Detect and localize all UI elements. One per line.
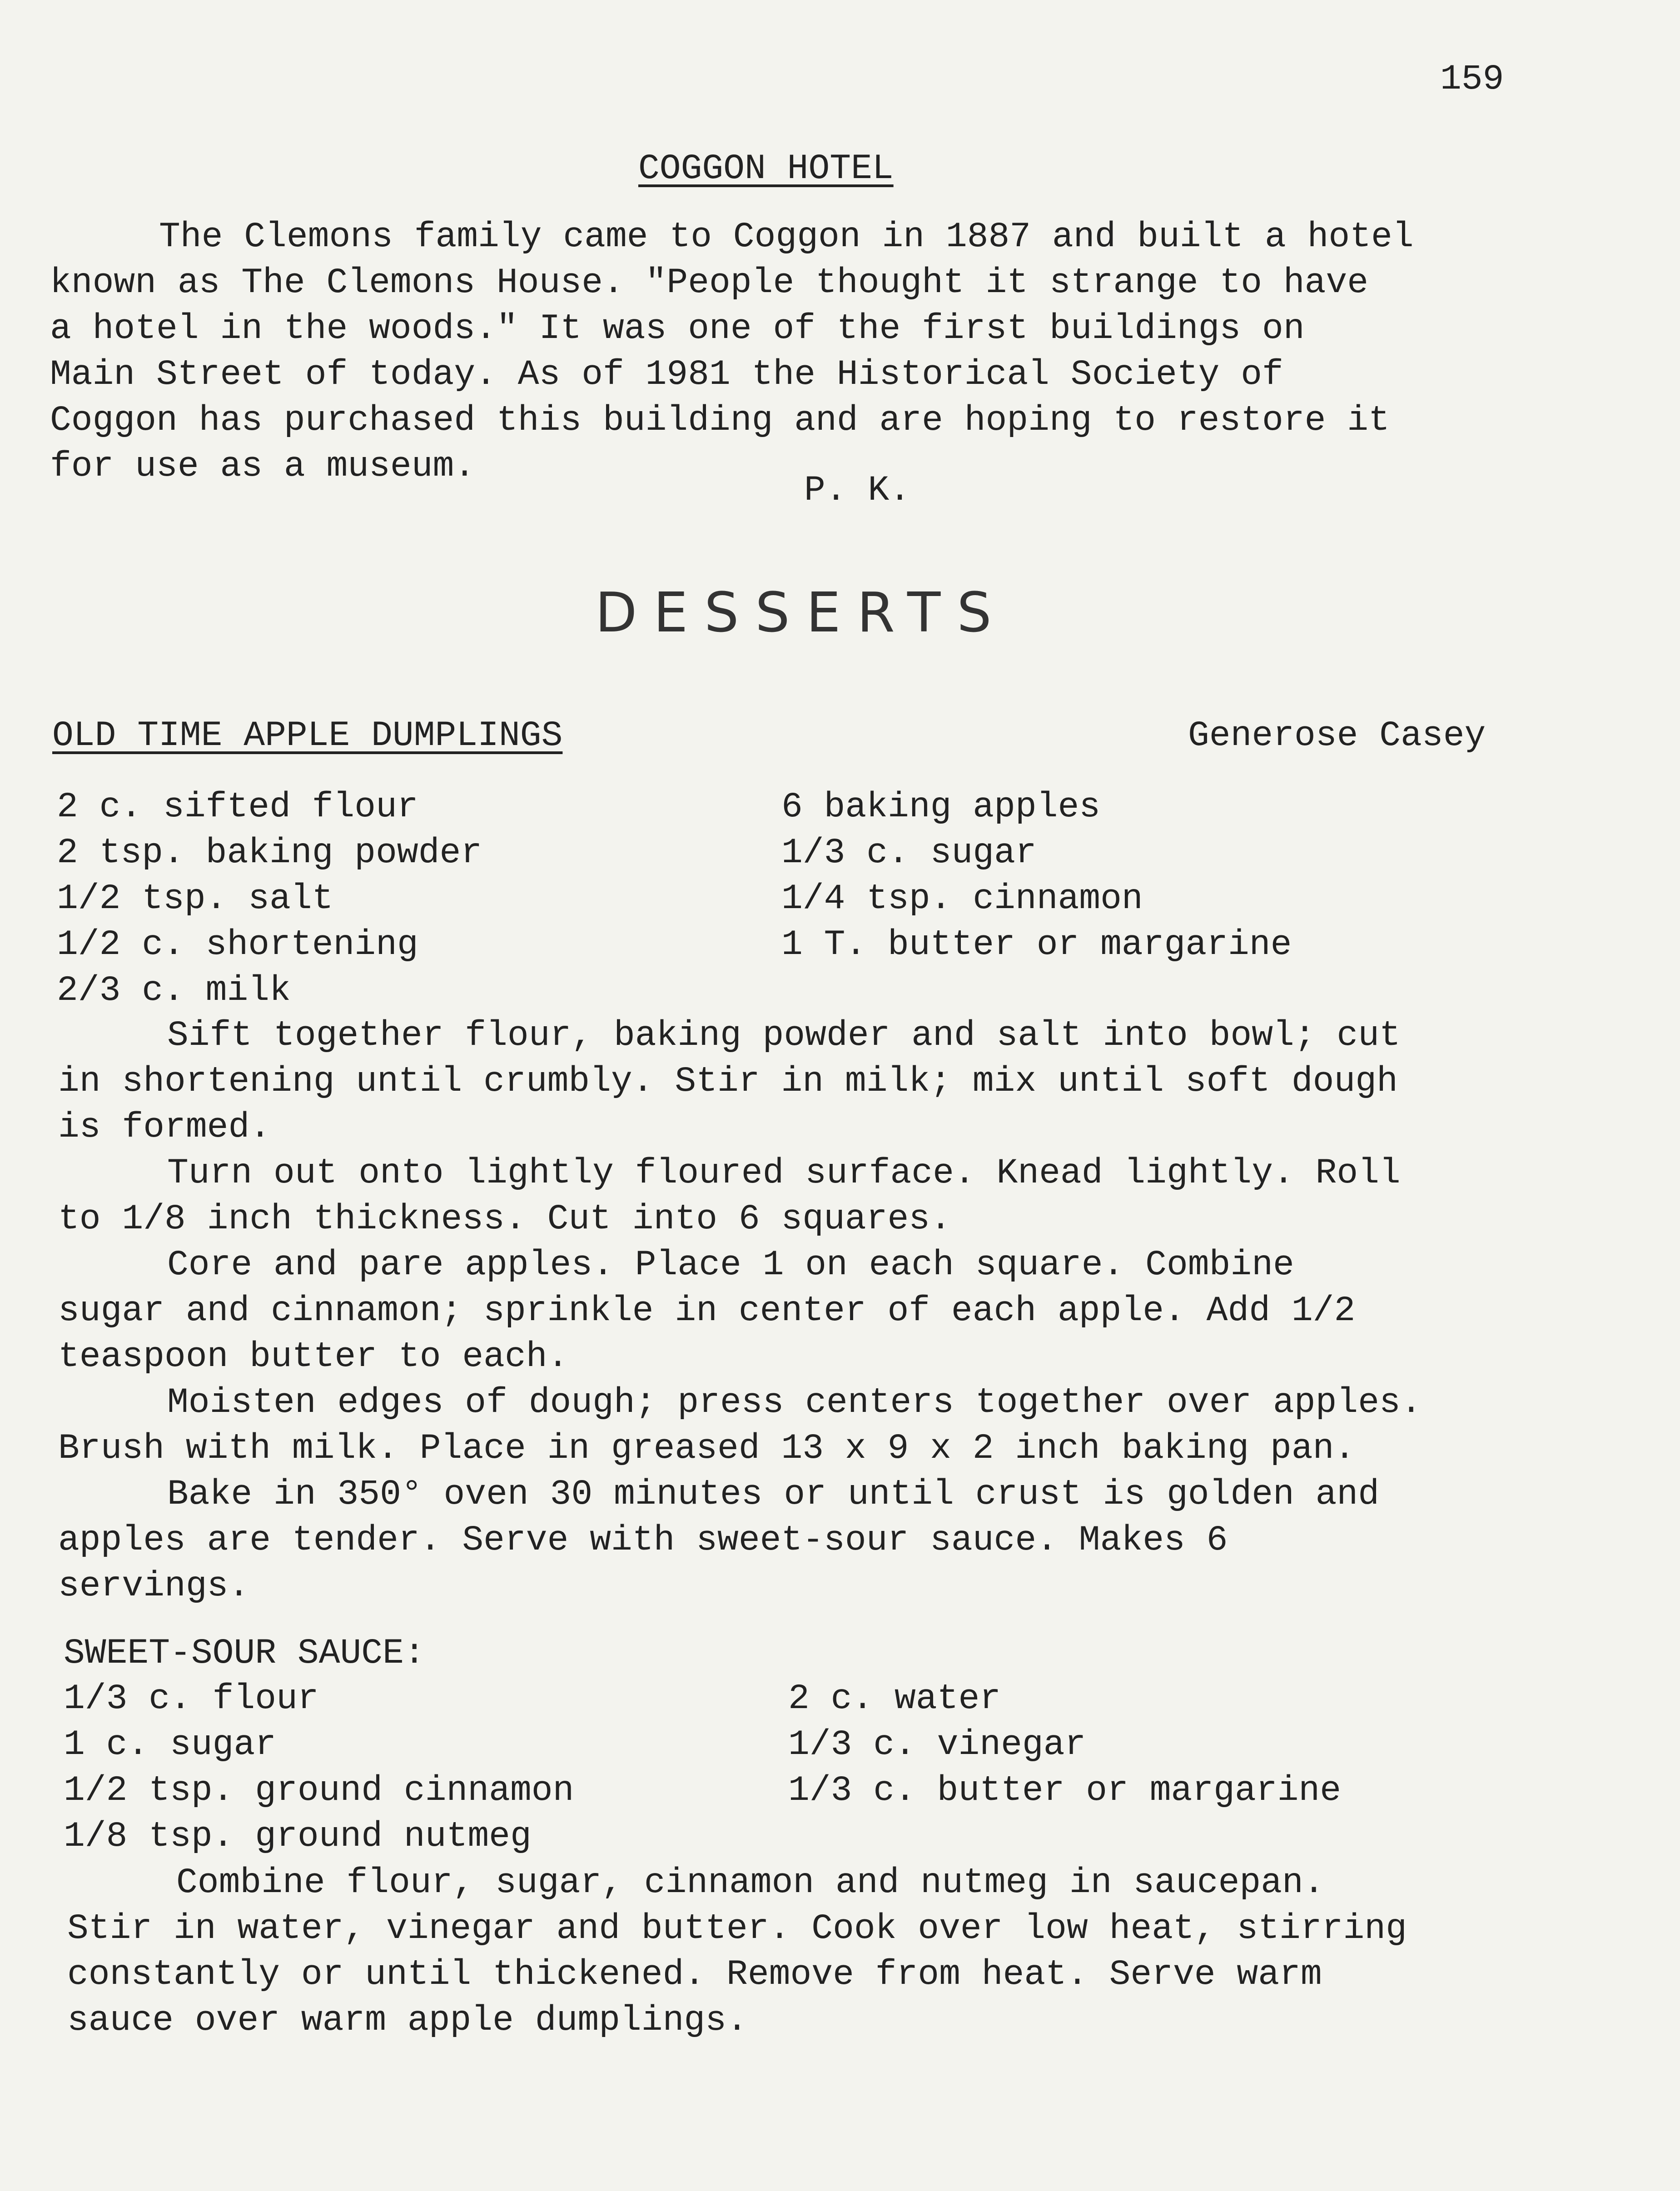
direction-line: constantly or until thickened. Remove from heat. Serve warm	[67, 1955, 1322, 1995]
hotel-line: Main Street of today. As of 1981 the Historical Society of	[50, 355, 1283, 395]
ingredient: 1/3 c. vinegar	[788, 1725, 1086, 1765]
sauce-ingredients-right	[788, 1676, 1341, 1814]
ingredient: 2 c. water	[788, 1679, 1001, 1719]
hotel-line: for use as a museum.	[50, 447, 476, 487]
ingredient: 2 c. sifted flour	[57, 787, 418, 827]
direction-line: to 1/8 inch thickness. Cut into 6 squares.	[58, 1199, 951, 1239]
direction-line: Moisten edges of dough; press centers together over apples.	[167, 1383, 1422, 1423]
ingredient: 1 c. sugar	[64, 1725, 277, 1765]
ingredient: 1/2 c. shortening	[57, 925, 418, 965]
direction-line: is formed.	[58, 1108, 271, 1148]
direction-line: teaspoon butter to each.	[58, 1337, 569, 1377]
recipe-ingredients-left	[57, 785, 482, 1014]
direction-line: Turn out onto lightly floured surface. Knead lightly. Roll	[167, 1153, 1401, 1193]
direction-line: sauce over warm apple dumplings.	[67, 2001, 748, 2041]
sauce-title: SWEET-SOUR SAUCE:	[64, 1634, 425, 1674]
sauce-ingredients-left	[64, 1676, 574, 1860]
direction-line: in shortening until crumbly. Stir in milk; mix until soft dough	[58, 1062, 1398, 1102]
ingredient: 2 tsp. baking powder	[57, 833, 482, 873]
hotel-line: a hotel in the woods." It was one of the first buildings on	[50, 309, 1305, 349]
direction-line: Sift together flour, baking powder and salt into bowl; cut	[167, 1016, 1401, 1056]
direction-line: apples are tender. Serve with sweet-sour sauce. Makes 6	[58, 1520, 1228, 1560]
sauce-directions	[67, 1860, 1407, 2044]
direction-line: Core and pare apples. Place 1 on each square. Combine	[167, 1245, 1294, 1285]
ingredient: 1 T. butter or margarine	[781, 925, 1292, 965]
recipe-title: OLD TIME APPLE DUMPLINGS	[52, 716, 563, 756]
hotel-line: The Clemons family came to Coggon in 1887 and built a hotel	[159, 217, 1414, 257]
recipe-directions	[58, 1013, 1422, 1610]
section-title: DESSERTS	[595, 581, 1008, 645]
hotel-line: known as The Clemons House. "People thought it strange to have	[50, 263, 1369, 303]
ingredient: 1/3 c. butter or margarine	[788, 1771, 1341, 1811]
direction-line: Stir in water, vinegar and butter. Cook over low heat, stirring	[67, 1909, 1407, 1949]
ingredient: 6 baking apples	[781, 787, 1101, 827]
ingredient: 1/4 tsp. cinnamon	[781, 879, 1143, 919]
hotel-signature: P. K.	[804, 471, 911, 511]
bleed-through-shadow	[1489, 863, 1680, 1953]
direction-line: Combine flour, sugar, cinnamon and nutmeg in saucepan.	[176, 1863, 1325, 1903]
recipe-ingredients-right	[781, 785, 1292, 968]
hotel-title: COGGON HOTEL	[638, 149, 894, 189]
ingredient: 2/3 c. milk	[57, 971, 291, 1011]
hotel-paragraph	[50, 214, 1414, 490]
direction-line: servings.	[58, 1566, 250, 1606]
direction-line: Bake in 350° oven 30 minutes or until crust is golden and	[167, 1475, 1380, 1515]
page-number: 159	[1440, 60, 1504, 99]
ingredient: 1/2 tsp. ground cinnamon	[64, 1771, 574, 1811]
direction-line: sugar and cinnamon; sprinkle in center of each apple. Add 1/2	[58, 1291, 1356, 1331]
direction-line: Brush with milk. Place in greased 13 x 9 x 2 inch baking pan.	[58, 1429, 1356, 1469]
ingredient: 1/3 c. flour	[64, 1679, 319, 1719]
ingredient: 1/3 c. sugar	[781, 833, 1037, 873]
ingredient: 1/8 tsp. ground nutmeg	[64, 1817, 532, 1857]
ingredient: 1/2 tsp. salt	[57, 879, 333, 919]
hotel-line: Coggon has purchased this building and are hoping to restore it	[50, 401, 1390, 441]
recipe-author: Generose Casey	[1188, 716, 1486, 756]
